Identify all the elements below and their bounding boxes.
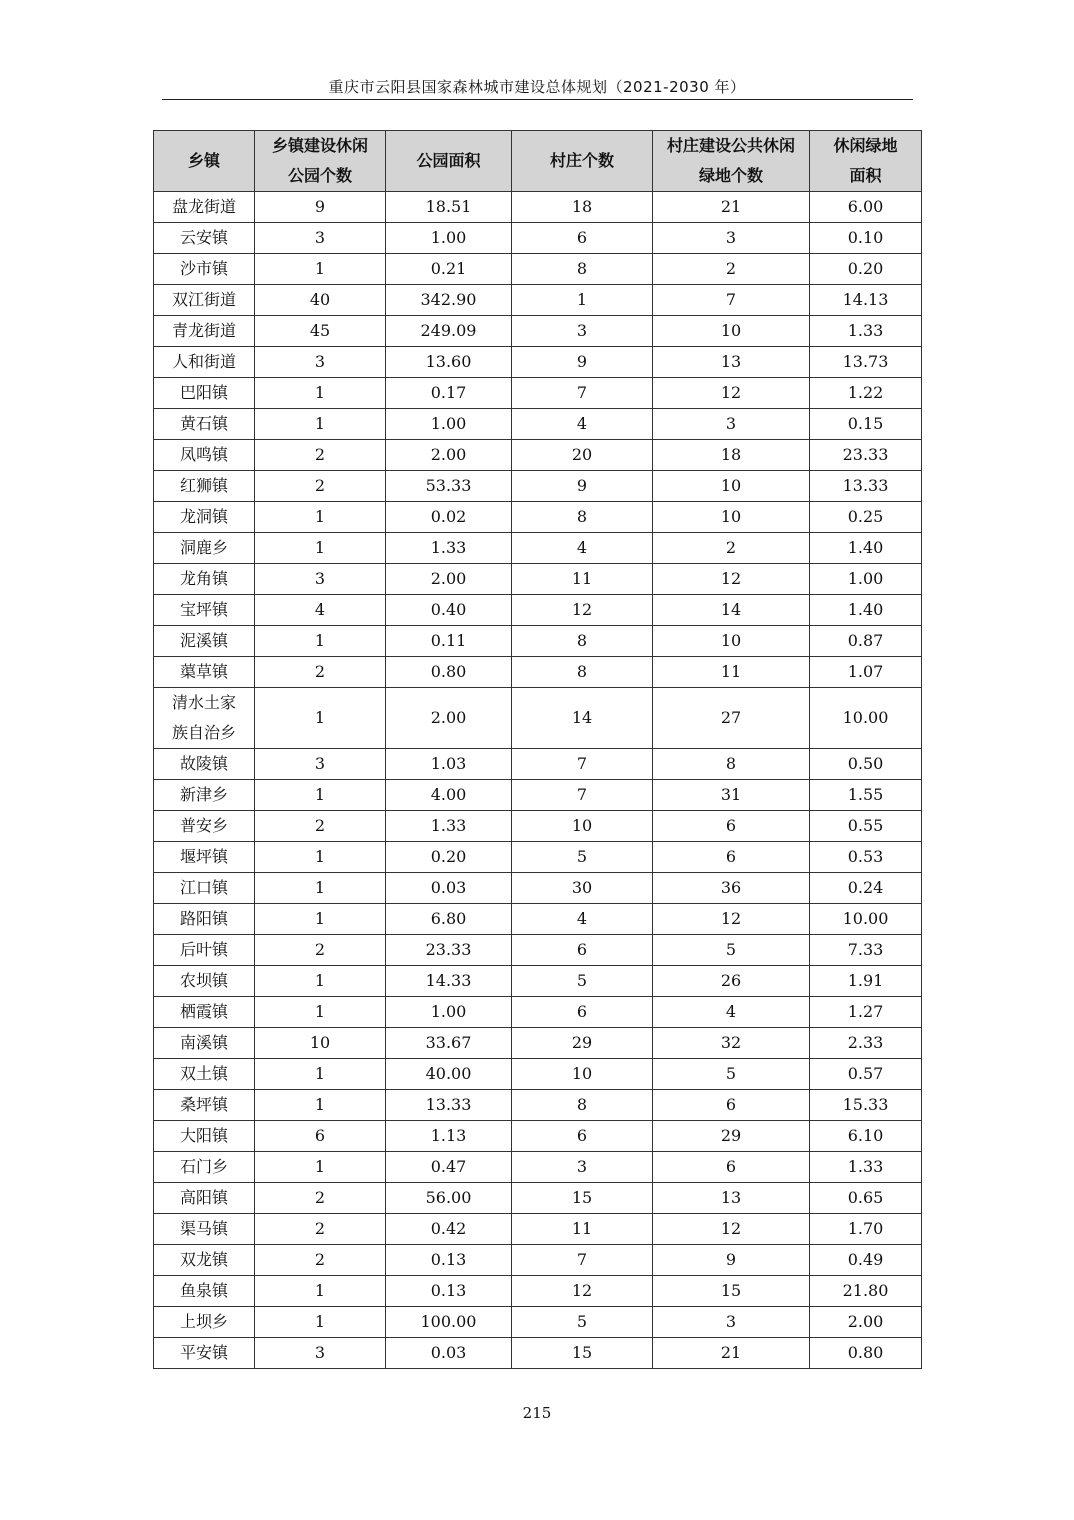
value-cell: 9	[653, 1245, 810, 1276]
town-name-cell: 龙洞镇	[154, 502, 255, 533]
town-name-cell: 堰坪镇	[154, 842, 255, 873]
value-cell: 0.55	[810, 811, 922, 842]
value-cell: 3	[255, 749, 386, 780]
table-header	[154, 131, 922, 192]
value-cell: 1.00	[386, 223, 512, 254]
town-name-cell: 高阳镇	[154, 1183, 255, 1214]
town-name-cell: 桑坪镇	[154, 1090, 255, 1121]
value-cell: 0.15	[810, 409, 922, 440]
value-cell: 2	[255, 657, 386, 688]
value-cell: 6	[512, 1121, 653, 1152]
value-cell: 249.09	[386, 316, 512, 347]
value-cell: 1.33	[810, 316, 922, 347]
value-cell: 0.49	[810, 1245, 922, 1276]
value-cell: 10.00	[810, 688, 922, 749]
value-cell: 1.55	[810, 780, 922, 811]
value-cell: 1	[255, 626, 386, 657]
table-row	[154, 409, 922, 440]
value-cell: 20	[512, 440, 653, 471]
value-cell: 2	[653, 533, 810, 564]
value-cell: 0.25	[810, 502, 922, 533]
table-row	[154, 811, 922, 842]
value-cell: 1	[255, 904, 386, 935]
value-cell: 23.33	[810, 440, 922, 471]
value-cell: 11	[512, 1214, 653, 1245]
table-row	[154, 1307, 922, 1338]
value-cell: 1	[512, 285, 653, 316]
value-cell: 1.33	[386, 533, 512, 564]
value-cell: 0.11	[386, 626, 512, 657]
value-cell: 1.27	[810, 997, 922, 1028]
value-cell: 14.13	[810, 285, 922, 316]
value-cell: 2	[653, 254, 810, 285]
value-cell: 0.20	[810, 254, 922, 285]
value-cell: 8	[512, 626, 653, 657]
table-row	[154, 966, 922, 997]
value-cell: 4	[255, 595, 386, 626]
value-cell: 21	[653, 1338, 810, 1369]
value-cell: 3	[653, 223, 810, 254]
value-cell: 1	[255, 254, 386, 285]
value-cell: 0.13	[386, 1276, 512, 1307]
value-cell: 8	[512, 254, 653, 285]
value-cell: 100.00	[386, 1307, 512, 1338]
table-row	[154, 997, 922, 1028]
table-row	[154, 502, 922, 533]
table-row	[154, 1276, 922, 1307]
value-cell: 1	[255, 1152, 386, 1183]
value-cell: 5	[512, 1307, 653, 1338]
value-cell: 1	[255, 966, 386, 997]
town-name-cell: 上坝乡	[154, 1307, 255, 1338]
value-cell: 1	[255, 873, 386, 904]
value-cell: 1.40	[810, 595, 922, 626]
value-cell: 10	[653, 471, 810, 502]
table-row	[154, 688, 922, 749]
value-cell: 1.40	[810, 533, 922, 564]
value-cell: 8	[653, 749, 810, 780]
value-cell: 6	[512, 935, 653, 966]
value-cell: 1.07	[810, 657, 922, 688]
value-cell: 1	[255, 502, 386, 533]
town-name-cell: 红狮镇	[154, 471, 255, 502]
town-name-cell: 栖霞镇	[154, 997, 255, 1028]
town-name-cell: 双龙镇	[154, 1245, 255, 1276]
value-cell: 15	[512, 1338, 653, 1369]
town-name-cell: 云安镇	[154, 223, 255, 254]
value-cell: 4	[512, 533, 653, 564]
value-cell: 56.00	[386, 1183, 512, 1214]
value-cell: 1	[255, 1307, 386, 1338]
value-cell: 13	[653, 1183, 810, 1214]
value-cell: 3	[653, 409, 810, 440]
col-header-green-count: 村庄建设公共休闲绿地个数	[653, 131, 810, 192]
col-header-park-count: 乡镇建设休闲公园个数	[255, 131, 386, 192]
header-divider	[162, 99, 913, 100]
value-cell: 6	[653, 811, 810, 842]
town-name-cell: 路阳镇	[154, 904, 255, 935]
value-cell: 1.33	[386, 811, 512, 842]
value-cell: 1	[255, 842, 386, 873]
value-cell: 12	[512, 1276, 653, 1307]
value-cell: 10	[512, 1059, 653, 1090]
value-cell: 1	[255, 688, 386, 749]
value-cell: 13.33	[386, 1090, 512, 1121]
table-row	[154, 378, 922, 409]
value-cell: 6	[255, 1121, 386, 1152]
value-cell: 5	[653, 935, 810, 966]
value-cell: 40.00	[386, 1059, 512, 1090]
table-row	[154, 626, 922, 657]
table-row	[154, 935, 922, 966]
table-row	[154, 1090, 922, 1121]
town-name-cell: 鱼泉镇	[154, 1276, 255, 1307]
town-name-cell: 人和街道	[154, 347, 255, 378]
value-cell: 29	[512, 1028, 653, 1059]
value-cell: 12	[653, 378, 810, 409]
value-cell: 1	[255, 533, 386, 564]
value-cell: 9	[512, 347, 653, 378]
value-cell: 6	[512, 997, 653, 1028]
value-cell: 32	[653, 1028, 810, 1059]
value-cell: 4.00	[386, 780, 512, 811]
value-cell: 1.03	[386, 749, 512, 780]
value-cell: 7	[512, 378, 653, 409]
town-name-cell: 龙角镇	[154, 564, 255, 595]
value-cell: 2	[255, 1245, 386, 1276]
table-row	[154, 1121, 922, 1152]
town-name-cell: 蕖草镇	[154, 657, 255, 688]
value-cell: 0.80	[386, 657, 512, 688]
town-name-cell: 后叶镇	[154, 935, 255, 966]
value-cell: 0.53	[810, 842, 922, 873]
town-name-cell: 南溪镇	[154, 1028, 255, 1059]
value-cell: 1.00	[386, 409, 512, 440]
header-row	[154, 131, 922, 192]
town-name-cell: 巴阳镇	[154, 378, 255, 409]
value-cell: 8	[512, 657, 653, 688]
value-cell: 33.67	[386, 1028, 512, 1059]
town-name-cell: 盘龙街道	[154, 192, 255, 223]
value-cell: 13.73	[810, 347, 922, 378]
value-cell: 342.90	[386, 285, 512, 316]
value-cell: 7	[512, 1245, 653, 1276]
table-row	[154, 1338, 922, 1369]
value-cell: 6.80	[386, 904, 512, 935]
value-cell: 0.57	[810, 1059, 922, 1090]
value-cell: 40	[255, 285, 386, 316]
value-cell: 18	[512, 192, 653, 223]
value-cell: 12	[653, 904, 810, 935]
value-cell: 3	[255, 347, 386, 378]
value-cell: 12	[653, 1214, 810, 1245]
value-cell: 27	[653, 688, 810, 749]
value-cell: 2	[255, 811, 386, 842]
value-cell: 15.33	[810, 1090, 922, 1121]
value-cell: 1	[255, 1090, 386, 1121]
value-cell: 1	[255, 409, 386, 440]
value-cell: 31	[653, 780, 810, 811]
col-header-green-area: 休闲绿地面积	[810, 131, 922, 192]
value-cell: 6	[653, 1152, 810, 1183]
value-cell: 11	[512, 564, 653, 595]
town-name-cell: 大阳镇	[154, 1121, 255, 1152]
table-row	[154, 657, 922, 688]
table-row	[154, 1183, 922, 1214]
table-row	[154, 533, 922, 564]
value-cell: 8	[512, 502, 653, 533]
value-cell: 2.00	[386, 440, 512, 471]
value-cell: 1.13	[386, 1121, 512, 1152]
value-cell: 30	[512, 873, 653, 904]
value-cell: 2.00	[810, 1307, 922, 1338]
value-cell: 9	[255, 192, 386, 223]
value-cell: 23.33	[386, 935, 512, 966]
value-cell: 0.47	[386, 1152, 512, 1183]
value-cell: 1	[255, 378, 386, 409]
value-cell: 9	[512, 471, 653, 502]
value-cell: 12	[512, 595, 653, 626]
value-cell: 0.42	[386, 1214, 512, 1245]
value-cell: 26	[653, 966, 810, 997]
town-name-cell: 渠马镇	[154, 1214, 255, 1245]
town-name-cell: 清水土家族自治乡	[154, 688, 255, 749]
value-cell: 2	[255, 935, 386, 966]
value-cell: 5	[512, 842, 653, 873]
town-name-cell: 洞鹿乡	[154, 533, 255, 564]
town-name-cell: 故陵镇	[154, 749, 255, 780]
value-cell: 10	[653, 626, 810, 657]
table-row	[154, 285, 922, 316]
value-cell: 0.02	[386, 502, 512, 533]
town-name-cell: 平安镇	[154, 1338, 255, 1369]
value-cell: 0.65	[810, 1183, 922, 1214]
value-cell: 18	[653, 440, 810, 471]
value-cell: 3	[512, 1152, 653, 1183]
table-row	[154, 904, 922, 935]
value-cell: 7	[512, 749, 653, 780]
table-row	[154, 471, 922, 502]
value-cell: 21	[653, 192, 810, 223]
value-cell: 7	[512, 780, 653, 811]
value-cell: 7	[653, 285, 810, 316]
table-row	[154, 780, 922, 811]
value-cell: 0.03	[386, 1338, 512, 1369]
value-cell: 10.00	[810, 904, 922, 935]
value-cell: 14	[512, 688, 653, 749]
table-row	[154, 873, 922, 904]
page-header-title: 重庆市云阳县国家森林城市建设总体规划（2021-2030 年）	[328, 78, 746, 96]
value-cell: 14	[653, 595, 810, 626]
town-name-cell: 双土镇	[154, 1059, 255, 1090]
value-cell: 0.03	[386, 873, 512, 904]
value-cell: 1	[255, 780, 386, 811]
town-name-cell: 普安乡	[154, 811, 255, 842]
value-cell: 45	[255, 316, 386, 347]
table-row	[154, 564, 922, 595]
value-cell: 13.33	[810, 471, 922, 502]
table-row	[154, 347, 922, 378]
table-row	[154, 1214, 922, 1245]
town-name-cell: 双江街道	[154, 285, 255, 316]
town-name-cell: 泥溪镇	[154, 626, 255, 657]
town-name-cell: 沙市镇	[154, 254, 255, 285]
value-cell: 0.21	[386, 254, 512, 285]
value-cell: 1.22	[810, 378, 922, 409]
town-name-cell: 凤鸣镇	[154, 440, 255, 471]
value-cell: 3	[255, 1338, 386, 1369]
town-name-cell: 宝坪镇	[154, 595, 255, 626]
table-body	[154, 192, 922, 1369]
value-cell: 1.91	[810, 966, 922, 997]
value-cell: 3	[512, 316, 653, 347]
town-name-cell: 农坝镇	[154, 966, 255, 997]
town-name-cell: 石门乡	[154, 1152, 255, 1183]
table-row	[154, 1245, 922, 1276]
value-cell: 2	[255, 1183, 386, 1214]
value-cell: 0.87	[810, 626, 922, 657]
value-cell: 0.17	[386, 378, 512, 409]
table-row	[154, 595, 922, 626]
value-cell: 2.00	[386, 688, 512, 749]
value-cell: 0.24	[810, 873, 922, 904]
value-cell: 3	[653, 1307, 810, 1338]
value-cell: 1.33	[810, 1152, 922, 1183]
value-cell: 2.33	[810, 1028, 922, 1059]
town-name-cell: 青龙街道	[154, 316, 255, 347]
value-cell: 1.70	[810, 1214, 922, 1245]
town-park-table	[153, 130, 922, 1369]
value-cell: 10	[512, 811, 653, 842]
value-cell: 8	[512, 1090, 653, 1121]
value-cell: 36	[653, 873, 810, 904]
value-cell: 4	[512, 904, 653, 935]
value-cell: 1.00	[386, 997, 512, 1028]
value-cell: 1	[255, 997, 386, 1028]
value-cell: 0.40	[386, 595, 512, 626]
value-cell: 4	[512, 409, 653, 440]
col-header-park-area: 公园面积	[386, 131, 512, 192]
town-name-cell: 江口镇	[154, 873, 255, 904]
table-row	[154, 1028, 922, 1059]
town-name-cell: 黄石镇	[154, 409, 255, 440]
value-cell: 10	[653, 316, 810, 347]
value-cell: 53.33	[386, 471, 512, 502]
value-cell: 5	[653, 1059, 810, 1090]
value-cell: 1	[255, 1059, 386, 1090]
town-name-cell: 新津乡	[154, 780, 255, 811]
value-cell: 13.60	[386, 347, 512, 378]
value-cell: 4	[653, 997, 810, 1028]
value-cell: 0.50	[810, 749, 922, 780]
value-cell: 11	[653, 657, 810, 688]
value-cell: 29	[653, 1121, 810, 1152]
table-row	[154, 223, 922, 254]
value-cell: 6	[653, 1090, 810, 1121]
page-number: 215	[522, 1404, 552, 1422]
value-cell: 7.33	[810, 935, 922, 966]
value-cell: 5	[512, 966, 653, 997]
value-cell: 0.20	[386, 842, 512, 873]
value-cell: 10	[653, 502, 810, 533]
value-cell: 12	[653, 564, 810, 595]
value-cell: 6	[512, 223, 653, 254]
value-cell: 0.13	[386, 1245, 512, 1276]
value-cell: 1.00	[810, 564, 922, 595]
table-row	[154, 440, 922, 471]
value-cell: 2	[255, 1214, 386, 1245]
value-cell: 3	[255, 223, 386, 254]
value-cell: 13	[653, 347, 810, 378]
value-cell: 1	[255, 1276, 386, 1307]
value-cell: 6	[653, 842, 810, 873]
table-row	[154, 254, 922, 285]
col-header-town: 乡镇	[154, 131, 255, 192]
table-row	[154, 192, 922, 223]
value-cell: 3	[255, 564, 386, 595]
table-row	[154, 1152, 922, 1183]
table-row	[154, 316, 922, 347]
table-row	[154, 1059, 922, 1090]
value-cell: 14.33	[386, 966, 512, 997]
table-row	[154, 749, 922, 780]
value-cell: 0.80	[810, 1338, 922, 1369]
value-cell: 6.00	[810, 192, 922, 223]
value-cell: 2	[255, 471, 386, 502]
value-cell: 18.51	[386, 192, 512, 223]
value-cell: 15	[653, 1276, 810, 1307]
col-header-village-count: 村庄个数	[512, 131, 653, 192]
value-cell: 6.10	[810, 1121, 922, 1152]
value-cell: 0.10	[810, 223, 922, 254]
value-cell: 15	[512, 1183, 653, 1214]
value-cell: 21.80	[810, 1276, 922, 1307]
value-cell: 2	[255, 440, 386, 471]
table-row	[154, 842, 922, 873]
value-cell: 2.00	[386, 564, 512, 595]
value-cell: 10	[255, 1028, 386, 1059]
